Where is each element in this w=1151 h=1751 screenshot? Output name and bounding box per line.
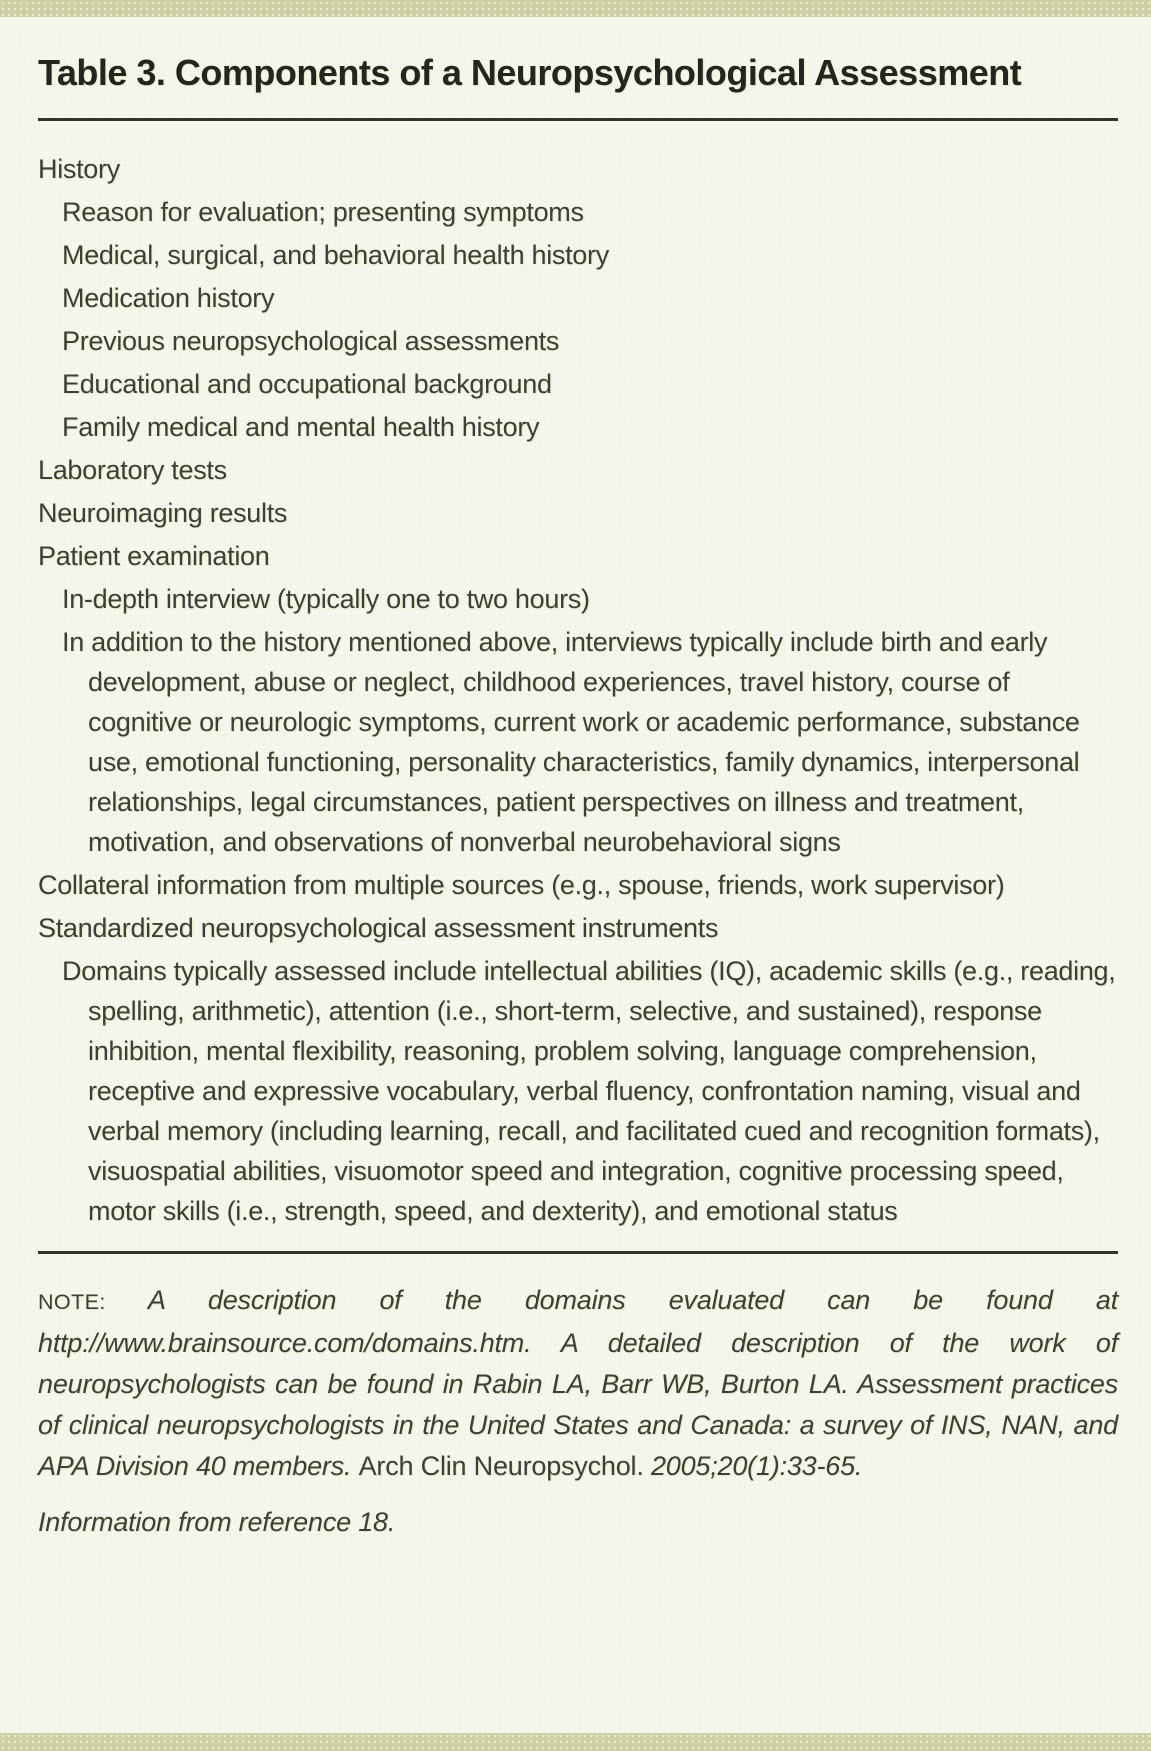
components-list: [38, 149, 1118, 1231]
list-item: Patient examination: [38, 541, 270, 572]
list-item: Laboratory tests: [38, 455, 227, 486]
note-text: A description of the domains evaluated can be found at http://www.brainsource.com/domains.htm. A detailed description of the work of neuropsychologists can be found in Rabin LA, Barr WB, Burton LA. Assessment practices of clinical neuropsychologists in the United States and Canada: a survey of INS, NAN, and APA Division 40 members.: [38, 1285, 1118, 1482]
list-item: History: [38, 154, 120, 185]
title-rule: [38, 118, 1118, 121]
list-item: Medication history: [62, 283, 275, 314]
list-item: Domains typically assessed include intellectual abilities (IQ), academic skills (e.g., reading, spelling, arithmetic), attention (i.e., short-term, selective, and sustained), response inhibition, mental flexibility, reasoning, problem solving, language comprehension, receptive and expressive vocabulary, verbal fluency, confrontation naming, visual and verbal memory (including learning, recall, and facilitated cued and recognition formats), visuospatial abilities, visuomotor speed and integration, cognitive processing speed, motor skills (i.e., strength, speed, and dexterity), and emotional status: [62, 956, 1116, 1227]
bottom-accent-strip: [0, 1733, 1151, 1751]
list-item: Family medical and mental health history: [62, 412, 540, 443]
list-item: Previous neuropsychological assessments: [62, 326, 560, 357]
top-accent-strip: [0, 0, 1151, 17]
list-item: Neuroimaging results: [38, 498, 288, 529]
journal-title: Arch Clin Neuropsychol.: [358, 1451, 644, 1482]
list-item: Medical, surgical, and behavioral health history: [62, 240, 609, 271]
list-item: In-depth interview (typically one to two hours): [62, 584, 590, 615]
citation-pages: 2005;20(1):33-65.: [650, 1451, 863, 1482]
table-title: Table 3. Components of a Neuropsychological Assessment: [38, 52, 1022, 93]
note-label: NOTE:: [38, 1290, 106, 1315]
list-item: Collateral information from multiple sources (e.g., spouse, friends, work supervisor): [38, 870, 1005, 901]
list-item: Reason for evaluation; presenting symptoms: [62, 197, 584, 228]
note-paragraph: [38, 1280, 1118, 1487]
table-content: [0, 17, 1151, 1538]
list-item: Standardized neuropsychological assessment instruments: [38, 913, 719, 944]
source-note: Information from reference 18.: [38, 1507, 396, 1538]
list-item: In addition to the history mentioned above, interviews typically include birth and early development, abuse or neglect, childhood experiences, travel history, course of cognitive or neurologic symptoms, current work or academic performance, substance use, emotional functioning, personality characteristics, family dynamics, interpersonal relationships, legal circumstances, patient perspectives on illness and treatment, motivation, and observations of nonverbal neurobehavioral signs: [62, 627, 1080, 858]
footer-rule: [38, 1251, 1118, 1254]
list-item: Educational and occupational background: [62, 369, 552, 400]
